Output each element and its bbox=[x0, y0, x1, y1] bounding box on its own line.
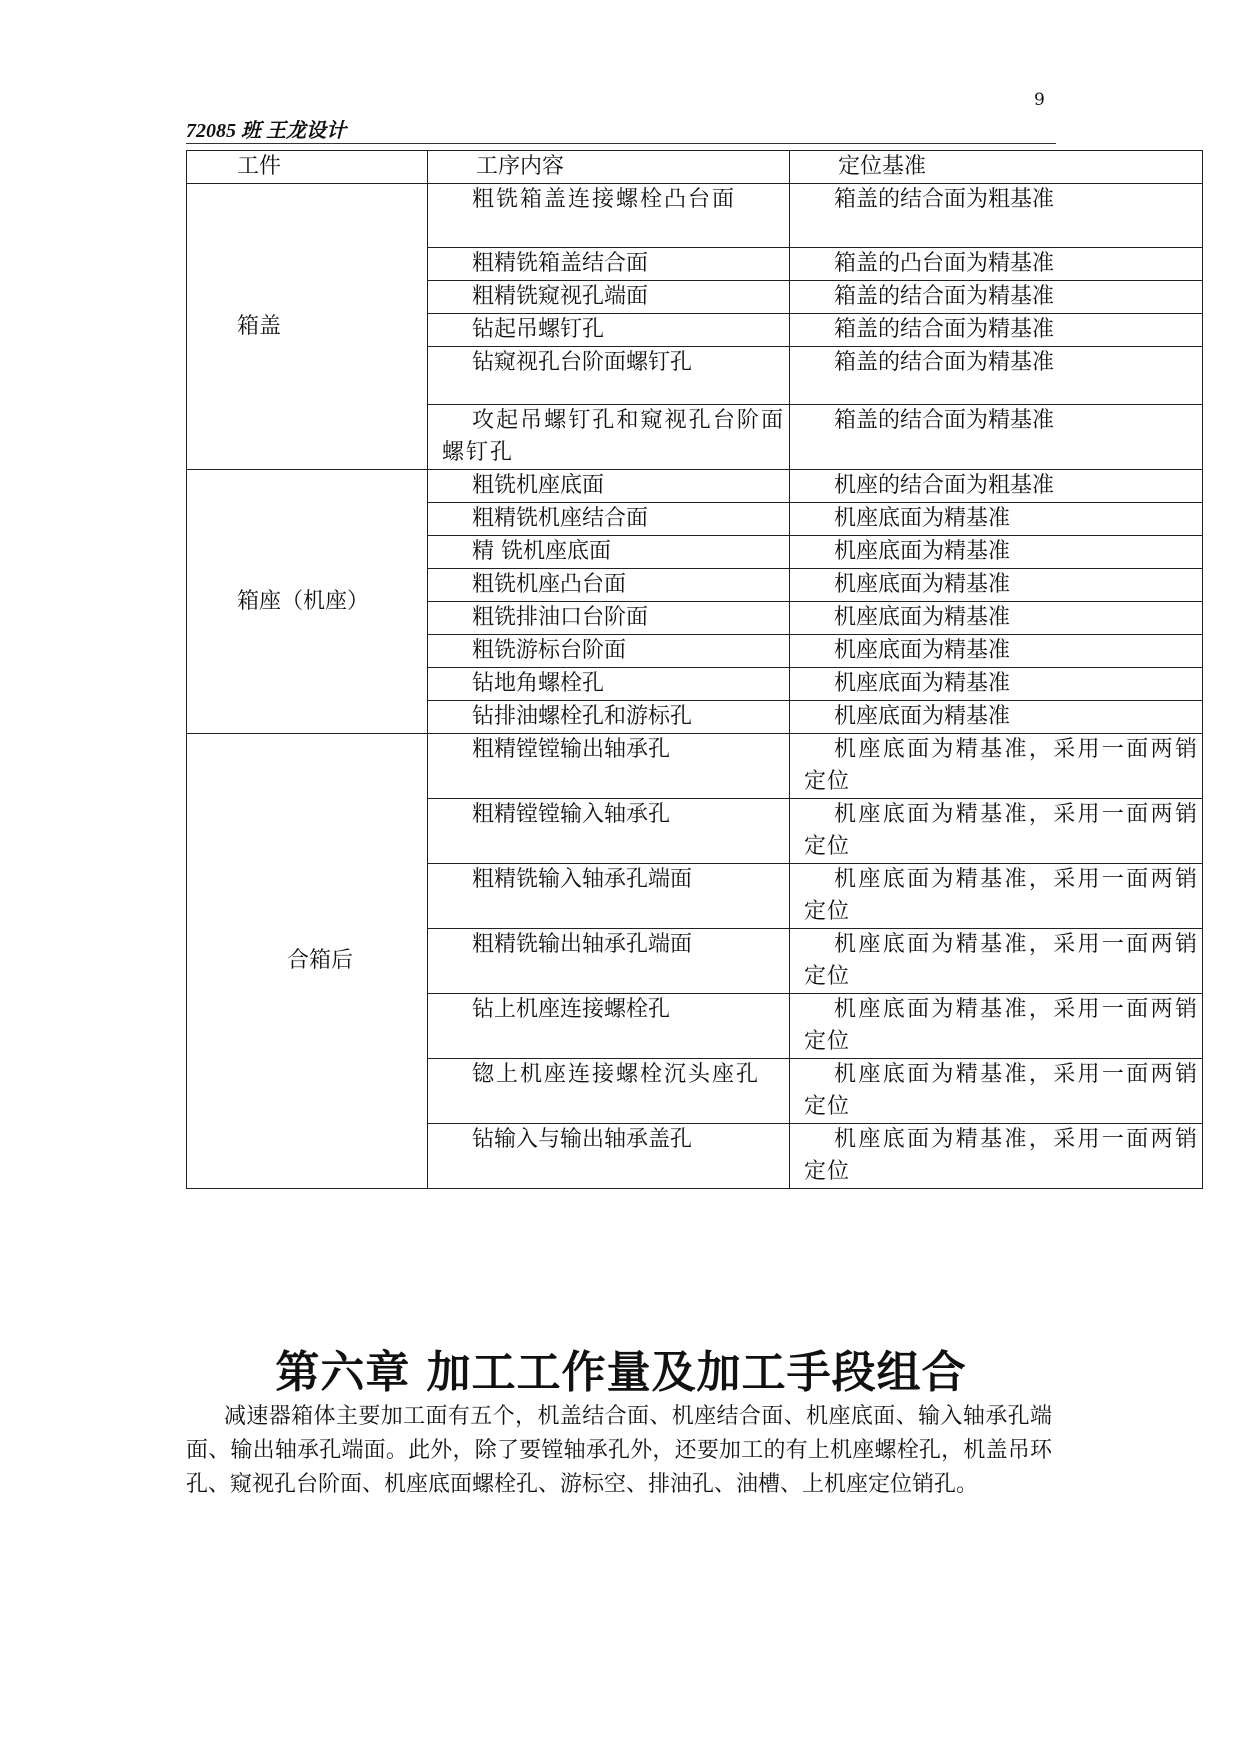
datum-cell: 箱盖的结合面为粗基准 bbox=[790, 184, 1203, 248]
table-header-cell: 工件 bbox=[187, 151, 428, 184]
operation-cell: 钻地角螺栓孔 bbox=[428, 668, 790, 701]
operation-cell: 粗精铣输入轴承孔端面 bbox=[428, 864, 790, 929]
datum-cell: 箱盖的结合面为精基准 bbox=[790, 281, 1203, 314]
operation-cell: 粗精镗镗输入轴承孔 bbox=[428, 799, 790, 864]
datum-cell: 箱盖的结合面为精基准 bbox=[790, 405, 1203, 470]
table-row bbox=[187, 734, 1203, 799]
page-number: 9 bbox=[1034, 90, 1045, 110]
table-header-row bbox=[187, 151, 1203, 184]
operation-cell: 钻起吊螺钉孔 bbox=[428, 314, 790, 347]
operation-cell: 粗铣游标台阶面 bbox=[428, 635, 790, 668]
datum-cell: 机座底面为精基准 bbox=[790, 503, 1203, 536]
process-table bbox=[186, 150, 1203, 1189]
datum-cell: 机座底面为精基准，采用一面两销定位 bbox=[790, 1059, 1203, 1124]
table-header-cell: 工序内容 bbox=[428, 151, 790, 184]
operation-cell: 粗精铣箱盖结合面 bbox=[428, 248, 790, 281]
operation-cell: 粗精铣机座结合面 bbox=[428, 503, 790, 536]
datum-cell: 机座底面为精基准 bbox=[790, 602, 1203, 635]
operation-cell: 粗铣箱盖连接螺栓凸台面 bbox=[428, 184, 790, 248]
operation-cell: 粗精铣窥视孔端面 bbox=[428, 281, 790, 314]
workpiece-cell: 箱盖 bbox=[187, 184, 428, 470]
operation-cell: 钻上机座连接螺栓孔 bbox=[428, 994, 790, 1059]
datum-cell: 机座底面为精基准，采用一面两销定位 bbox=[790, 864, 1203, 929]
datum-cell: 机座底面为精基准，采用一面两销定位 bbox=[790, 994, 1203, 1059]
table-row bbox=[187, 184, 1203, 248]
datum-cell: 机座底面为精基准 bbox=[790, 536, 1203, 569]
operation-cell: 粗精镗镗输出轴承孔 bbox=[428, 734, 790, 799]
datum-cell: 箱盖的结合面为精基准 bbox=[790, 314, 1203, 347]
operation-cell: 攻起吊螺钉孔和窥视孔台阶面螺钉孔 bbox=[428, 405, 790, 470]
running-header: 72085 班 王龙设计 bbox=[186, 120, 346, 142]
operation-cell: 钻窥视孔台阶面螺钉孔 bbox=[428, 347, 790, 405]
datum-cell: 机座底面为精基准，采用一面两销定位 bbox=[790, 1124, 1203, 1189]
table-row bbox=[187, 470, 1203, 503]
datum-cell: 机座底面为精基准，采用一面两销定位 bbox=[790, 734, 1203, 799]
workpiece-cell: 合箱后 bbox=[187, 734, 428, 1189]
operation-cell: 粗铣机座凸台面 bbox=[428, 569, 790, 602]
datum-cell: 机座底面为精基准，采用一面两销定位 bbox=[790, 799, 1203, 864]
datum-cell: 机座底面为精基准 bbox=[790, 668, 1203, 701]
datum-cell: 机座底面为精基准 bbox=[790, 635, 1203, 668]
operation-cell: 钻排油螺栓孔和游标孔 bbox=[428, 701, 790, 734]
datum-cell: 机座底面为精基准 bbox=[790, 701, 1203, 734]
datum-cell: 机座底面为精基准 bbox=[790, 569, 1203, 602]
datum-cell: 机座的结合面为粗基准 bbox=[790, 470, 1203, 503]
operation-cell: 粗铣排油口台阶面 bbox=[428, 602, 790, 635]
chapter-title: 第六章 加工工作量及加工手段组合 bbox=[275, 1347, 967, 1398]
operation-cell: 粗铣机座底面 bbox=[428, 470, 790, 503]
datum-cell: 箱盖的凸台面为精基准 bbox=[790, 248, 1203, 281]
operation-cell: 锪上机座连接螺栓沉头座孔 bbox=[428, 1059, 790, 1124]
datum-cell: 箱盖的结合面为精基准 bbox=[790, 347, 1203, 405]
header-rule bbox=[186, 143, 1056, 144]
datum-cell: 机座底面为精基准，采用一面两销定位 bbox=[790, 929, 1203, 994]
body-paragraph: 减速器箱体主要加工面有五个，机盖结合面、机座结合面、机座底面、输入轴承孔端面、输出轴承孔端面。此外，除了要镗轴承孔外，还要加工的有上机座螺栓孔，机盖吊环孔、窥视孔台阶面、机座底面螺栓孔、游标空、排油孔、油槽、上机座定位销孔。 bbox=[186, 1404, 1052, 1497]
operation-cell: 粗精铣输出轴承孔端面 bbox=[428, 929, 790, 994]
operation-cell: 钻输入与输出轴承盖孔 bbox=[428, 1124, 790, 1189]
workpiece-cell: 箱座（机座） bbox=[187, 470, 428, 734]
table-header-cell: 定位基准 bbox=[790, 151, 1203, 184]
operation-cell: 精 铣机座底面 bbox=[428, 536, 790, 569]
